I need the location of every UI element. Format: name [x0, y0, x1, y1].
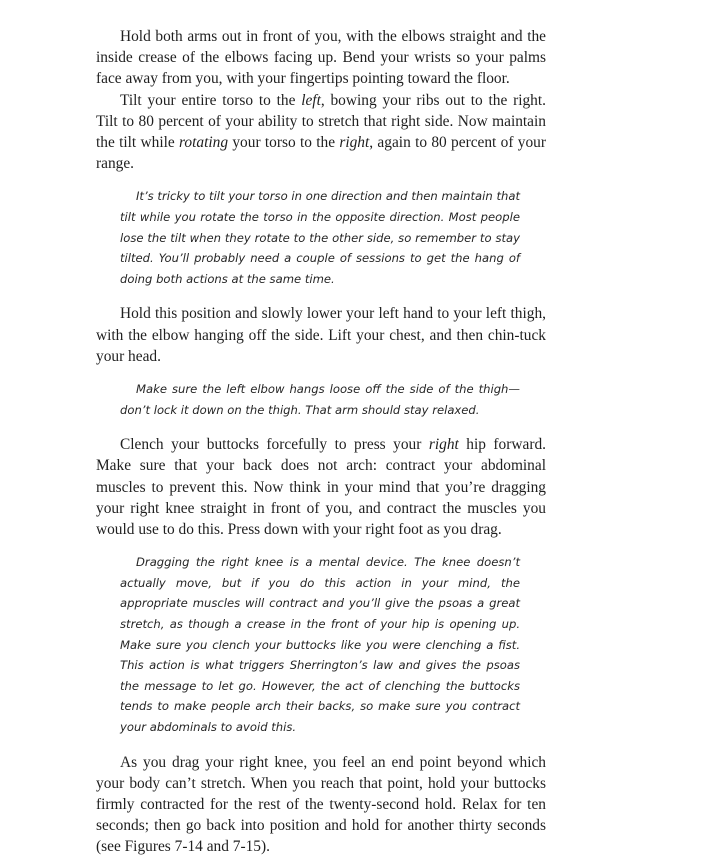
note-dragging-knee: Dragging the right knee is a mental device. The knee doesn’t actually move, but if you do this action in your mind, the appropriate muscles will contract and you’ll give the psoas a great stretch, as though a crease in the front of your hip is opening up. Make sure you clench your buttocks like you were clenching a fist. This action is what triggers Sherrington’s law and gives the psoas the message to let go. However, the act of clenching the buttocks tends to make people arch their backs, so make sure you contract your abdominals to avoid this.: [120, 555, 520, 734]
note-left-elbow: Make sure the left elbow hangs loose off the side of the thigh—don’t lock it down on the thigh. That arm should stay relaxed.: [120, 382, 520, 417]
paragraph-arms-position: Hold both arms out in front of you, with the elbows straight and the inside crease of the elbows facing up. Bend your wrists so your palms face away from you, with your fingertips pointing toward the floor.: [96, 28, 546, 88]
text-run: , again to 80 percent of your range.: [96, 134, 546, 173]
note-tilt-tricky: It’s tricky to tilt your torso in one direction and then maintain that tilt while you rotate the torso in the opposite direction. Most people lose the tilt when they rotate to the other side, so remember to stay tilted. You’ll probably need a couple of sessions to get the hang of doing both actions at the same time.: [120, 189, 520, 286]
text-run: hip forward. Make sure that your back does not arch: contract your abdominal muscles to prevent this. Now think in your mind that you’re dragging your right knee straight in front of you, and contract the muscles you would use to do this. Press down with your right foot as you drag.: [96, 436, 546, 538]
text-run: Clench your buttocks forcefully to press your: [120, 436, 429, 454]
emphasis-right-hip: right: [428, 436, 459, 454]
emphasis-right: right: [339, 134, 370, 152]
page-content: [96, 26, 546, 858]
paragraph-tilt-torso: [96, 90, 546, 175]
paragraph-lower-left-hand: Hold this position and slowly lower your left hand to your left thigh, with the elbow hanging off the side. Lift your chest, and then chin-tuck your head.: [96, 305, 546, 365]
emphasis-left: left: [301, 91, 321, 109]
text-run: Tilt your entire torso to the: [120, 91, 302, 109]
paragraph-end-point: As you drag your right knee, you feel an end point beyond which your body can’t stretch. When you reach that point, hold your buttocks firmly contracted for the rest of the twenty-second hold. Relax for ten seconds; then go back into position and hold for another thirty seconds (see Figures 7-14 and 7-15).: [96, 753, 546, 856]
text-run: your torso to the: [228, 134, 340, 152]
text-run: , bowing your ribs out to the right. Tilt to 80 percent of your ability to stretch that right side. Now maintain the tilt while: [96, 91, 547, 152]
emphasis-rotating: rotating: [179, 134, 229, 152]
paragraph-clench-buttocks: [96, 434, 546, 540]
